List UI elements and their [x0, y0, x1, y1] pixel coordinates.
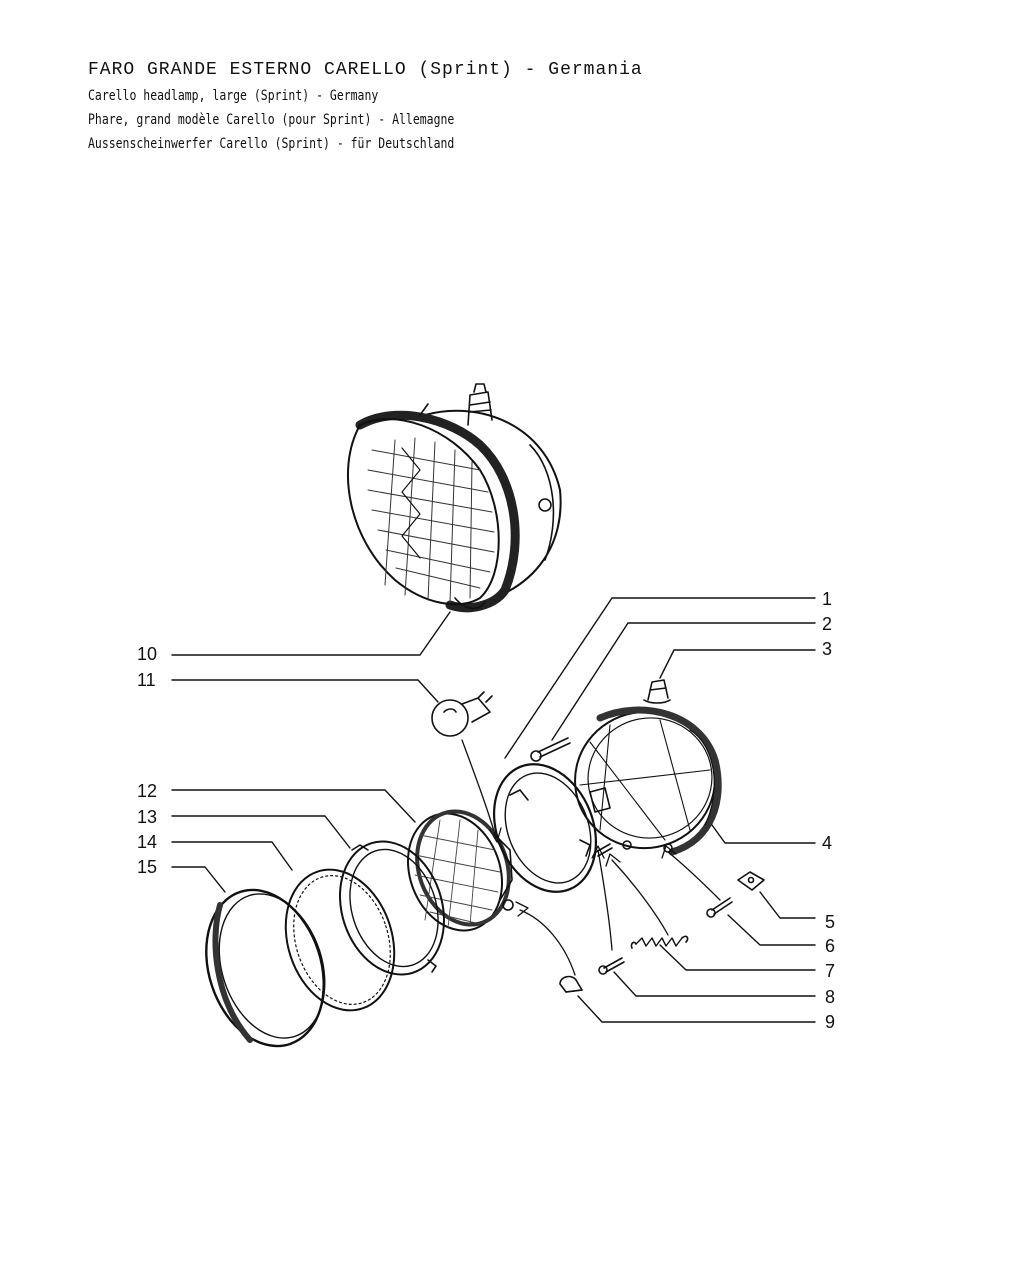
- callout-8: 8: [825, 987, 836, 1007]
- callout-7: 7: [825, 961, 836, 981]
- part-6-screw: [707, 898, 732, 917]
- callout-9: 9: [825, 1012, 836, 1032]
- part-7-spring: [631, 936, 687, 948]
- part-13-retaining-ring: [323, 828, 460, 988]
- callout-13: 13: [137, 807, 158, 827]
- callout-15: 15: [137, 857, 158, 877]
- callout-6: 6: [825, 936, 836, 956]
- part-11-parking-bulb: [432, 692, 492, 736]
- callout-14: 14: [137, 832, 158, 852]
- part-12-light-unit: [392, 798, 524, 943]
- part-8-screw: [599, 958, 624, 974]
- assembled-headlamp: [348, 384, 561, 608]
- callout-5: 5: [825, 912, 836, 932]
- callout-12: 12: [137, 781, 158, 801]
- part-5-bracket-plate: [738, 872, 764, 890]
- part-14-gasket: [268, 855, 411, 1024]
- part-3-socket: [644, 680, 670, 703]
- part-4-headlamp-body: [564, 701, 725, 859]
- part-2-adjusting-screw: [531, 738, 570, 761]
- part-9-small-bulb: [560, 977, 582, 992]
- title-french: Phare, grand modèle Carello (pour Sprint) - Allemagne: [88, 112, 455, 128]
- title-german: Aussenscheinwerfer Carello (Sprint) - für Deutschland: [88, 136, 455, 152]
- callout-10: 10: [137, 644, 158, 664]
- callout-3: 3: [822, 639, 833, 659]
- callout-2: 2: [822, 614, 833, 634]
- callout-1: 1: [822, 589, 833, 609]
- title-italian: FARO GRANDE ESTERNO CARELLO (Sprint) - Germania: [88, 60, 643, 80]
- part-15-chrome-rim: [187, 875, 343, 1062]
- callout-4: 4: [822, 833, 833, 853]
- callout-11: 11: [137, 670, 156, 690]
- title-english: Carello headlamp, large (Sprint) - Germany: [88, 88, 379, 104]
